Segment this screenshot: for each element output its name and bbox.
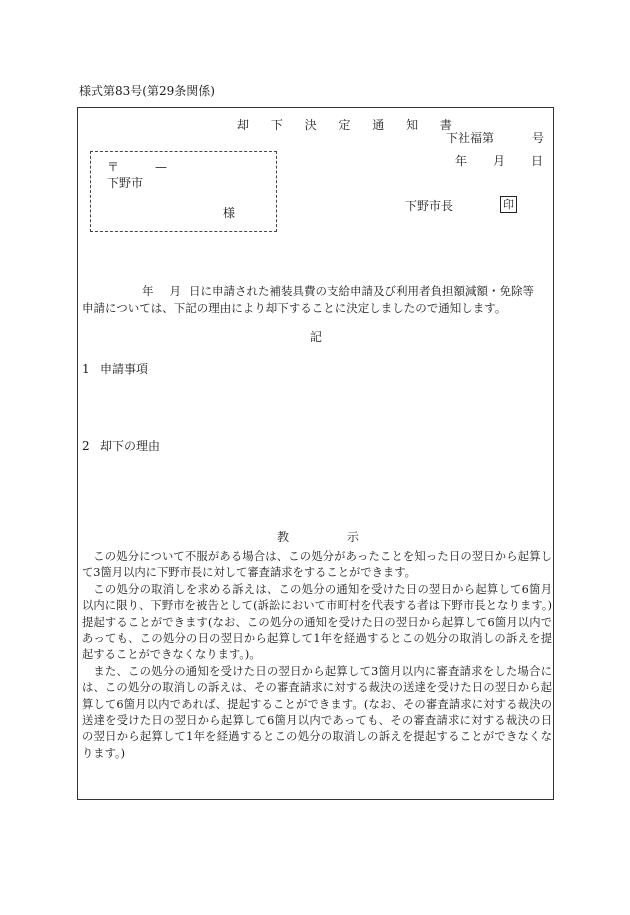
document-number-prefix: 下社福第 (446, 131, 495, 145)
ki-label: 記 (310, 330, 323, 344)
document-title: 却 下 決 定 通 知 書 (237, 118, 461, 132)
item-rejection-reason (82, 437, 160, 454)
seal-stamp: 印 (500, 196, 517, 213)
document-number-suffix: 号 (532, 131, 545, 145)
document-number (446, 129, 544, 146)
item-number: 2 (82, 439, 90, 453)
instruction-paragraph: この処分の取消しを求める訴えは、この処分の通知を受けた日の翌日から起算して6箇月以内に限り、下野市を被告として(訴訟において市町村を代表する者は下野市長となります。)提起することができます(なお、この処分の通知を受けた日の翌日から起算して6箇月以内であっても、この処分の日の翌日から起算して1年を経過するとこの処分の取消しの訴えを提起することができなくなります。)。 (82, 582, 552, 662)
item-number: 1 (82, 362, 90, 376)
instruction-heading-right: 示 (347, 530, 360, 544)
addressee-honorific: 様 (223, 206, 236, 220)
instruction-paragraph: この処分について不服がある場合は、この処分があったことを知った日の翌日から起算して3箇月以内に下野市長に対して審査請求をすることができます。 (82, 550, 552, 580)
body-text-line-2: 申請については、下記の理由により却下することに決定しましたので通知します。 (82, 301, 507, 315)
body-text: 日に申請された補装具費の支給申請及び利用者負担額減額・免除等 (189, 284, 534, 298)
postal-code-row (107, 158, 167, 175)
date-year: 年 (455, 154, 468, 168)
item-application-matter (82, 360, 148, 377)
body-month: 月 (169, 284, 181, 298)
postal-mark: 〒 (107, 160, 120, 174)
issuer-name: 下野市長 (405, 199, 454, 213)
instruction-paragraph: また、この処分の通知を受けた日の翌日から起算して3箇月以内に審査請求をした場合には、この処分の取消しの訴えは、その審査請求に対する裁決の送達を受けた日の翌日から起算して6箇月以内であれば、提起することができます。(なお、その審査請求に対する裁決の送達を受けた日の翌日から起算して6箇月以内であっても、その審査請求に対する裁決の日の翌日から起算して1年を経過するとこの処分の取消しの訴えを提起することができなくなります。) (82, 664, 552, 760)
instruction-heading-left: 教 (277, 530, 290, 544)
date-day: 日 (531, 154, 544, 168)
item-label: 却下の理由 (100, 439, 161, 453)
form-number: 様式第83号(第29条関係) (79, 84, 215, 98)
instruction-body (82, 549, 552, 762)
body-year: 年 (142, 284, 154, 298)
date-month: 月 (493, 154, 506, 168)
postal-dash: — (155, 160, 168, 174)
document-date (455, 152, 543, 169)
item-label: 申請事項 (100, 362, 149, 376)
address-city: 下野市 (107, 176, 144, 190)
instruction-heading (277, 528, 359, 545)
body-text-line-1 (142, 283, 534, 299)
